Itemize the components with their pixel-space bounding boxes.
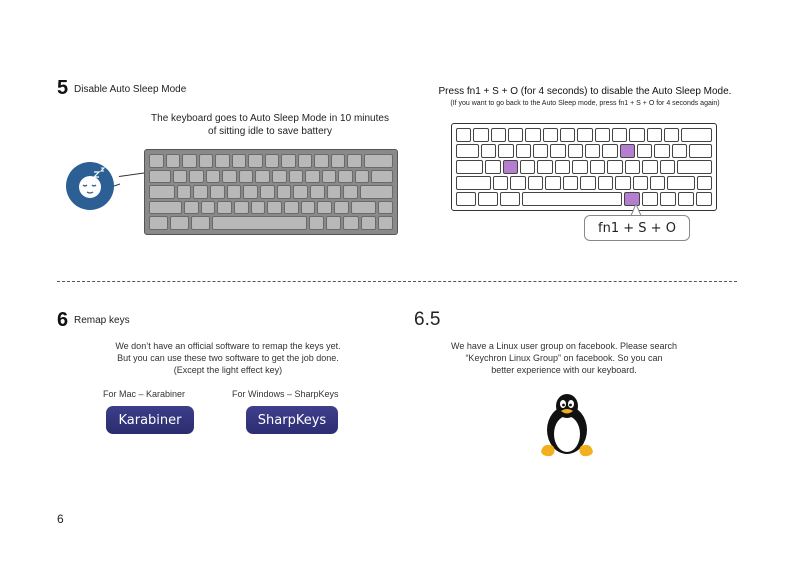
keyboard-key bbox=[177, 185, 192, 199]
linux-body bbox=[414, 340, 714, 376]
keyboard-key bbox=[193, 185, 208, 199]
keyboard-key bbox=[378, 201, 393, 215]
keyboard-key bbox=[456, 128, 471, 142]
fn-instruction: Press fn1 + S + O (for 4 seconds) to disable the Auto Sleep Mode. bbox=[438, 86, 732, 97]
keyboard-key bbox=[343, 185, 358, 199]
windows-label: For Windows – SharpKeys bbox=[232, 389, 339, 399]
karabiner-button[interactable]: Karabiner bbox=[106, 406, 194, 434]
keyboard-key bbox=[239, 170, 254, 184]
keyboard-key bbox=[491, 128, 506, 142]
keyboard-key bbox=[598, 176, 613, 190]
keyboard-key bbox=[338, 170, 353, 184]
keyboard-key bbox=[637, 144, 652, 158]
keyboard-key bbox=[191, 216, 210, 230]
keyboard-key bbox=[149, 216, 168, 230]
keyboard-key bbox=[664, 128, 679, 142]
keyboard-key bbox=[334, 201, 349, 215]
fn-callout: fn1 + S + O bbox=[584, 215, 690, 241]
auto-sleep-caption-line-1: The keyboard goes to Auto Sleep Mode in 10 minutes bbox=[151, 113, 389, 124]
keyboard-key bbox=[331, 154, 346, 168]
keyboard-key bbox=[201, 201, 216, 215]
keyboard-key bbox=[326, 216, 341, 230]
section-6-5-number: 6.5 bbox=[414, 309, 441, 330]
page-number: 6 bbox=[57, 512, 64, 526]
keyboard-key bbox=[289, 170, 304, 184]
keyboard-key bbox=[543, 128, 558, 142]
keyboard-key bbox=[199, 154, 214, 168]
keyboard-key bbox=[633, 176, 648, 190]
keyboard-key bbox=[265, 154, 280, 168]
keyboard-key bbox=[563, 176, 578, 190]
keyboard-key bbox=[533, 144, 548, 158]
keyboard-key bbox=[243, 185, 258, 199]
keyboard-key bbox=[347, 154, 362, 168]
keyboard-key bbox=[696, 192, 712, 206]
keyboard-key bbox=[149, 154, 164, 168]
section-5-title: Disable Auto Sleep Mode bbox=[74, 84, 187, 95]
keyboard-key bbox=[322, 170, 337, 184]
keyboard-key bbox=[182, 154, 197, 168]
keyboard-key bbox=[568, 144, 583, 158]
keyboard-key bbox=[612, 128, 627, 142]
keyboard-key bbox=[560, 128, 575, 142]
keyboard-key bbox=[473, 128, 488, 142]
keyboard-key bbox=[642, 160, 657, 174]
keyboard-key bbox=[364, 154, 393, 168]
keyboard-key bbox=[485, 160, 500, 174]
keyboard-key bbox=[355, 170, 370, 184]
keyboard-key bbox=[343, 216, 358, 230]
keyboard-key bbox=[625, 160, 640, 174]
remap-body-line-3: (Except the light effect key) bbox=[173, 365, 283, 375]
remap-body-line-2: But you can use these two software to get the job done. bbox=[117, 353, 339, 363]
keyboard-key bbox=[667, 176, 694, 190]
keyboard-key bbox=[677, 160, 712, 174]
keyboard-key bbox=[528, 176, 543, 190]
section-6-number: 6 bbox=[57, 309, 69, 331]
keyboard-key bbox=[647, 128, 662, 142]
keyboard-key bbox=[378, 216, 393, 230]
linux-body-line-1: We have a Linux user group on facebook. Please search bbox=[451, 341, 677, 351]
keyboard-key bbox=[572, 160, 587, 174]
keyboard-key bbox=[660, 160, 675, 174]
keyboard-key bbox=[585, 144, 600, 158]
section-6-title: Remap keys bbox=[74, 315, 130, 326]
keyboard-key bbox=[371, 170, 393, 184]
remap-body bbox=[80, 340, 376, 376]
linux-body-line-3: better experience with our keyboard. bbox=[491, 365, 637, 375]
keyboard-key bbox=[672, 144, 687, 158]
keyboard-key bbox=[166, 154, 181, 168]
section-divider bbox=[57, 281, 737, 282]
keyboard-key bbox=[314, 154, 329, 168]
keyboard-key bbox=[681, 128, 712, 142]
keyboard-key bbox=[697, 176, 712, 190]
keyboard-key bbox=[478, 192, 498, 206]
keyboard-key bbox=[149, 201, 182, 215]
keyboard-key bbox=[607, 160, 622, 174]
keyboard-key bbox=[212, 216, 307, 230]
auto-sleep-caption bbox=[130, 112, 410, 138]
keyboard-key bbox=[227, 185, 242, 199]
keyboard-key bbox=[149, 185, 175, 199]
keyboard-key bbox=[215, 154, 230, 168]
keyboard-key bbox=[281, 154, 296, 168]
keyboard-key bbox=[327, 185, 342, 199]
keyboard-key bbox=[309, 216, 324, 230]
keyboard-key bbox=[251, 201, 266, 215]
keyboard-key bbox=[301, 201, 316, 215]
keyboard-key bbox=[689, 144, 712, 158]
keyboard-key bbox=[615, 176, 630, 190]
keyboard-key bbox=[456, 192, 476, 206]
keyboard-key bbox=[456, 160, 483, 174]
keyboard-key bbox=[522, 192, 622, 206]
keyboard-key bbox=[510, 176, 525, 190]
linux-penguin-icon bbox=[537, 392, 597, 458]
keyboard-key bbox=[481, 144, 496, 158]
auto-sleep-caption-line-2: of sitting idle to save battery bbox=[208, 126, 332, 137]
keyboard-key bbox=[232, 154, 247, 168]
keyboard-key bbox=[189, 170, 204, 184]
keyboard-key bbox=[493, 176, 508, 190]
keyboard-key bbox=[284, 201, 299, 215]
linux-body-line-2: “Keychron Linux Group” on facebook. So you can bbox=[465, 353, 663, 363]
section-5-number: 5 bbox=[57, 77, 69, 99]
fn-subnote: (If you want to go back to the Auto Sleep mode, press fn1 + S + O for 4 seconds again) bbox=[450, 100, 720, 107]
keyboard-key bbox=[654, 144, 669, 158]
keyboard-key bbox=[317, 201, 332, 215]
keyboard-key bbox=[260, 185, 275, 199]
keyboard-key bbox=[620, 144, 635, 158]
keyboard-key bbox=[267, 201, 282, 215]
keyboard-key bbox=[500, 192, 520, 206]
keyboard-key bbox=[590, 160, 605, 174]
mac-label: For Mac – Karabiner bbox=[103, 389, 186, 399]
keyboard-key bbox=[277, 185, 292, 199]
keyboard-key bbox=[173, 170, 188, 184]
keyboard-key bbox=[217, 201, 232, 215]
keyboard-key bbox=[520, 160, 535, 174]
keyboard-key bbox=[678, 192, 694, 206]
keyboard-key bbox=[629, 128, 644, 142]
remap-body-line-1: We don’t have an official software to remap the keys yet. bbox=[115, 341, 341, 351]
keyboard-key bbox=[537, 160, 552, 174]
keyboard-key bbox=[503, 160, 518, 174]
keyboard-key bbox=[577, 128, 592, 142]
keyboard-key bbox=[170, 216, 189, 230]
keyboard-key bbox=[516, 144, 531, 158]
keyboard-key bbox=[660, 192, 676, 206]
sharpkeys-button[interactable]: SharpKeys bbox=[246, 406, 338, 434]
keyboard-illustration-right bbox=[451, 123, 717, 211]
keyboard-key bbox=[351, 201, 377, 215]
keyboard-key bbox=[550, 144, 565, 158]
keyboard-key bbox=[456, 176, 491, 190]
keyboard-key bbox=[580, 176, 595, 190]
keyboard-key bbox=[248, 154, 263, 168]
keyboard-key bbox=[602, 144, 617, 158]
sleeping-face-icon bbox=[64, 160, 120, 212]
keyboard-key bbox=[508, 128, 523, 142]
keyboard-key bbox=[361, 216, 376, 230]
keyboard-key bbox=[210, 185, 225, 199]
keyboard-key bbox=[272, 170, 287, 184]
pointer-line bbox=[119, 172, 147, 177]
keyboard-key bbox=[498, 144, 513, 158]
keyboard-key bbox=[555, 160, 570, 174]
keyboard-key bbox=[310, 185, 325, 199]
keyboard-key bbox=[525, 128, 540, 142]
keyboard-key bbox=[184, 201, 199, 215]
keyboard-key bbox=[456, 144, 479, 158]
keyboard-key bbox=[650, 176, 665, 190]
keyboard-key bbox=[305, 170, 320, 184]
keyboard-key bbox=[595, 128, 610, 142]
keyboard-key bbox=[293, 185, 308, 199]
keyboard-key bbox=[149, 170, 171, 184]
keyboard-key bbox=[206, 170, 221, 184]
keyboard-key bbox=[545, 176, 560, 190]
keyboard-key bbox=[234, 201, 249, 215]
keyboard-key bbox=[222, 170, 237, 184]
keyboard-key bbox=[255, 170, 270, 184]
keyboard-key bbox=[360, 185, 393, 199]
keyboard-key bbox=[298, 154, 313, 168]
keyboard-illustration-left bbox=[144, 149, 398, 235]
